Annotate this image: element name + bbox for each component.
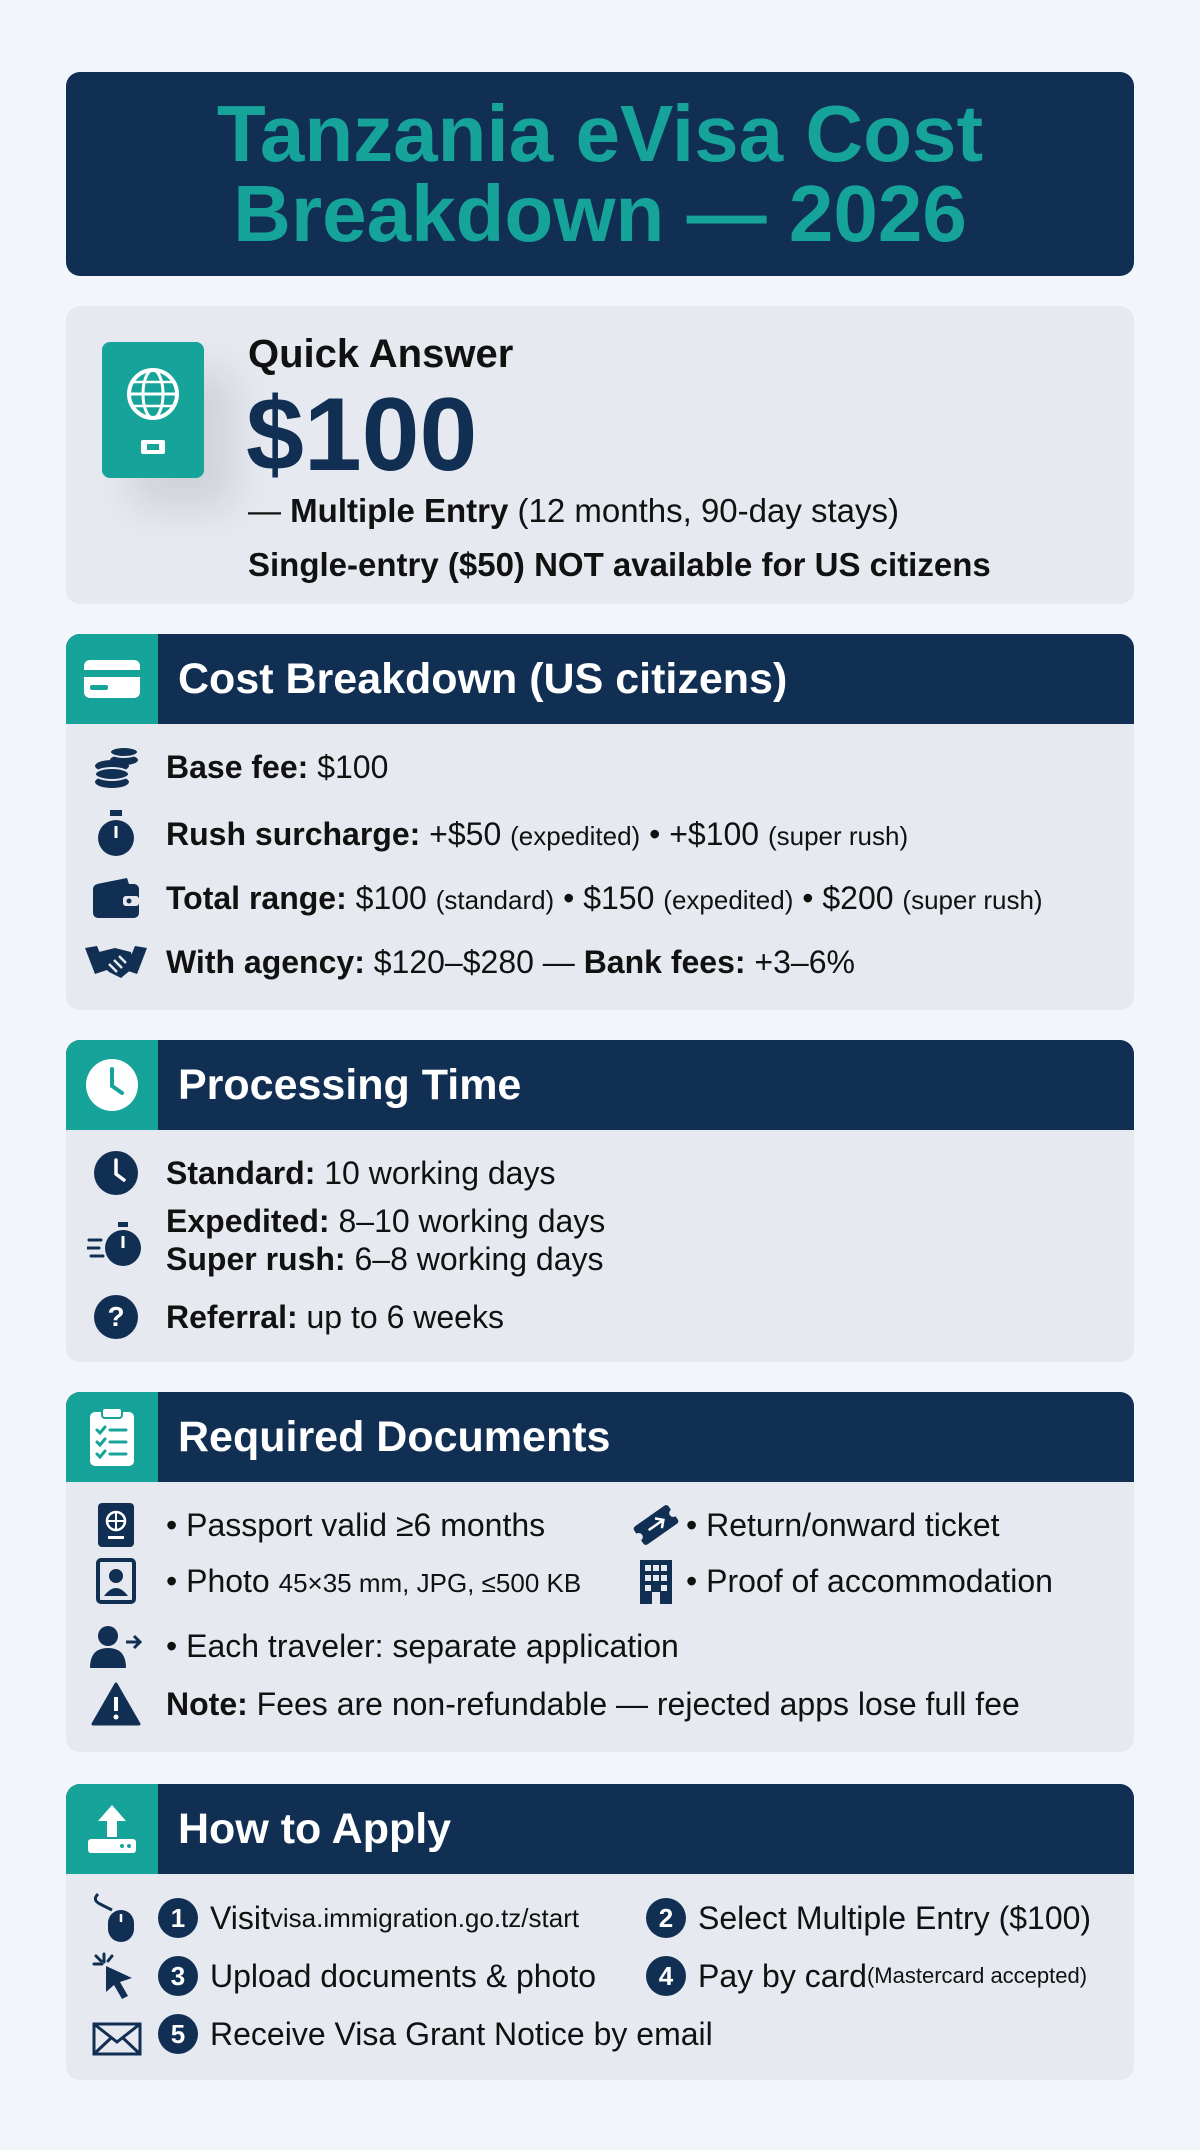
mouse-icon	[92, 1890, 138, 1949]
step-number: 1	[158, 1898, 198, 1938]
cost-breakdown-card	[66, 634, 1134, 1010]
expedited-label: Expedited:	[166, 1203, 330, 1239]
warning-icon	[66, 1682, 166, 1726]
total-expedited-value: • $150	[554, 879, 664, 916]
stopwatch-icon	[66, 810, 166, 858]
step-number: 2	[646, 1898, 686, 1938]
total-standard-note: (standard)	[435, 884, 555, 915]
standard-label: Standard:	[166, 1154, 316, 1191]
accommodation-row	[626, 1558, 1134, 1604]
step-1	[158, 1898, 579, 1938]
step-4	[646, 1956, 1087, 1996]
page-title: Tanzania eVisa Cost Breakdown — 2026	[216, 89, 984, 258]
wallet-icon	[66, 876, 166, 920]
title-banner	[66, 72, 1134, 276]
agency-value: $120–$280 —	[364, 943, 584, 980]
cursor-click-icon	[92, 1952, 138, 2007]
documents-header	[66, 1392, 1134, 1482]
user-arrow-icon	[66, 1624, 166, 1668]
step-text: Visit	[210, 1899, 270, 1936]
passport-requirement: • Passport valid ≥6 months	[166, 1506, 546, 1543]
note-row	[66, 1682, 1134, 1726]
step-number: 5	[158, 2014, 198, 2054]
clipboard-icon	[66, 1392, 158, 1482]
bank-fees-label: Bank fees:	[583, 943, 746, 980]
expedited-value: 8–10 working days	[329, 1203, 606, 1239]
quick-answer-price: $100	[246, 377, 478, 493]
base-fee-label: Base fee:	[166, 748, 309, 785]
super-rush-label: Super rush:	[166, 1241, 346, 1277]
handshake-icon	[66, 942, 166, 982]
rush-expedited-value: +$50	[420, 815, 511, 852]
rush-row	[66, 810, 1134, 858]
step-5	[158, 2014, 713, 2054]
passport-globe-icon	[102, 342, 204, 478]
accommodation-requirement: • Proof of accommodation	[686, 1562, 1053, 1599]
step-3	[158, 1956, 596, 1996]
documents-heading: Required Documents	[178, 1412, 611, 1461]
expedited-rows	[66, 1202, 1134, 1278]
processing-heading: Processing Time	[178, 1060, 522, 1109]
step-url: visa.immigration.go.tz/start	[269, 1902, 580, 1933]
step-note: (Mastercard accepted)	[866, 1963, 1088, 1988]
question-icon	[66, 1294, 166, 1340]
total-super-value: • $200	[793, 879, 903, 916]
apply-header	[66, 1784, 1134, 1874]
total-range-row	[66, 876, 1134, 920]
expedited-line	[166, 1202, 605, 1240]
detail-prefix: —	[248, 492, 291, 529]
step-2	[646, 1898, 1091, 1938]
total-super-note: (super rush)	[902, 884, 1043, 915]
processing-time-card	[66, 1040, 1134, 1362]
rush-expedited-note: (expedited)	[510, 820, 641, 851]
total-standard-value: $100	[346, 879, 436, 916]
step-text: Pay by card	[698, 1957, 867, 1994]
id-photo-icon	[66, 1558, 166, 1604]
standard-row	[66, 1150, 1134, 1196]
how-to-apply-card	[66, 1784, 1134, 2080]
required-documents-card	[66, 1392, 1134, 1752]
photo-requirement: • Photo	[166, 1562, 279, 1599]
mail-icon	[92, 2022, 142, 2061]
referral-value: up to 6 weeks	[297, 1298, 504, 1335]
rush-super-value: • +$100	[640, 815, 768, 852]
note-text: Fees are non-refundable — rejected apps lose full fee	[247, 1685, 1020, 1722]
referral-label: Referral:	[166, 1298, 298, 1335]
cost-header	[66, 634, 1134, 724]
detail-bold: Multiple Entry	[290, 492, 509, 529]
credit-card-icon	[66, 634, 158, 724]
total-label: Total range:	[166, 879, 347, 916]
svg-text:?: ?	[107, 1301, 125, 1332]
traveler-requirement: • Each traveler: separate application	[166, 1627, 679, 1664]
quick-answer-label: Quick Answer	[248, 332, 514, 376]
building-icon	[626, 1558, 686, 1604]
total-expedited-note: (expedited)	[663, 884, 794, 915]
quick-answer-card	[66, 306, 1134, 604]
bank-fees-value: +3–6%	[745, 943, 855, 980]
step-text: Select Multiple Entry ($100)	[698, 1899, 1092, 1936]
base-fee-value: $100	[308, 748, 389, 785]
step-number: 4	[646, 1956, 686, 1996]
clock-icon	[66, 1150, 166, 1196]
fast-stopwatch-icon	[66, 1222, 166, 1268]
referral-row	[66, 1294, 1134, 1340]
traveler-row	[66, 1624, 1134, 1668]
upload-icon	[66, 1784, 158, 1874]
rush-label: Rush surcharge:	[166, 815, 421, 852]
rush-super-note: (super rush)	[767, 820, 909, 851]
agency-label: With agency:	[166, 943, 365, 980]
detail-rest: (12 months, 90-day stays)	[508, 492, 900, 529]
coins-icon	[66, 744, 166, 790]
quick-answer-detail	[248, 492, 899, 530]
ticket-row	[626, 1502, 1134, 1548]
passport-icon	[66, 1502, 166, 1548]
clock-icon	[66, 1040, 158, 1130]
super-rush-line	[166, 1240, 605, 1278]
single-entry-note: Single-entry ($50) NOT available for US citizens	[248, 546, 991, 583]
standard-value: 10 working days	[315, 1154, 556, 1191]
cost-heading: Cost Breakdown (US citizens)	[178, 654, 788, 703]
plane-ticket-icon	[626, 1502, 686, 1548]
processing-header	[66, 1040, 1134, 1130]
step-number: 3	[158, 1956, 198, 1996]
agency-row	[66, 942, 1134, 982]
photo-spec: 45×35 mm, JPG, ≤500 KB	[278, 1567, 582, 1598]
base-fee-row	[66, 744, 1134, 790]
apply-heading: How to Apply	[178, 1804, 452, 1853]
step-text: Receive Visa Grant Notice by email	[210, 2015, 713, 2052]
ticket-requirement: • Return/onward ticket	[686, 1506, 1000, 1543]
note-label: Note:	[166, 1685, 248, 1722]
step-text: Upload documents & photo	[210, 1957, 597, 1994]
super-rush-value: 6–8 working days	[345, 1241, 604, 1277]
